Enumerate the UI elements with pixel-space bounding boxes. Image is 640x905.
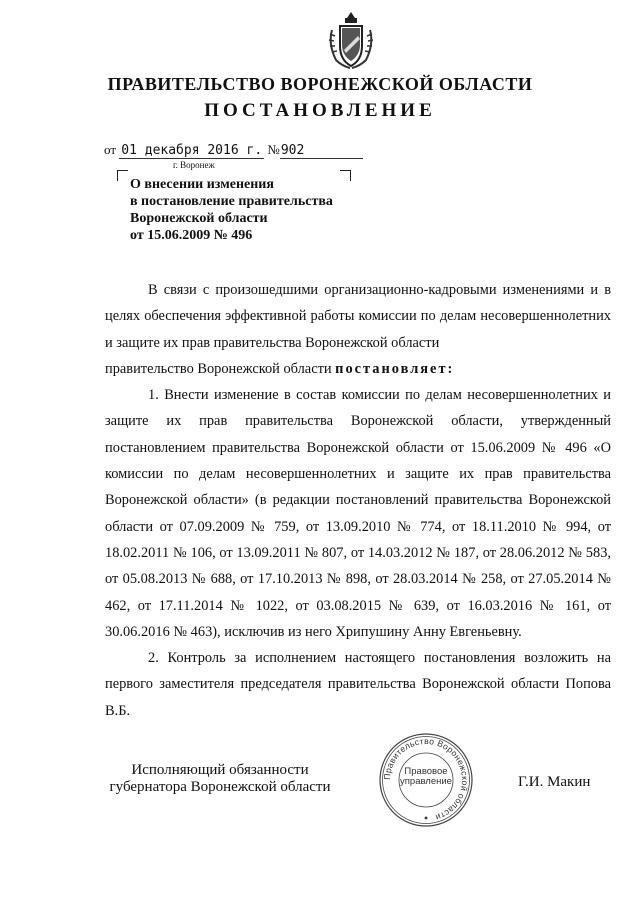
document-type: ПОСТАНОВЛЕНИЕ [204, 100, 436, 121]
resolution-line [105, 356, 611, 382]
date-line [104, 142, 363, 159]
clause-2: 2. Контроль за исполнением настоящего постановления возложить на первого заместителя председателя правительства Воронежской области Попова В.Б. [105, 650, 611, 719]
number-sign: № [267, 142, 280, 157]
city: г. Воронеж [173, 160, 215, 170]
coat-of-arms-emblem [326, 10, 376, 70]
preamble-paragraph: В связи с произошедшими организационно-кадровыми изменениями и в целях обеспечения эффективной работы комиссии по делам несовершеннолетних и защите их прав правительства Воронежской области [105, 282, 611, 351]
document-date: 01 декабря 2016 г. [121, 143, 263, 158]
subject-line: от 15.06.2009 № 496 [130, 228, 253, 243]
corner-mark-right [340, 170, 351, 181]
stamp-ring-text: Правительство Воронежской области [381, 735, 471, 823]
signatory-title [105, 762, 335, 796]
subject-line: Воронежской области [130, 211, 268, 226]
subject-line: в постановление правительства [130, 194, 333, 209]
resolution-verb: постановляет: [335, 360, 455, 377]
resolution-subject: правительство Воронежской области [105, 360, 336, 377]
corner-mark-left [117, 170, 128, 181]
signatory-title-line: Исполняющий обязанности [131, 762, 309, 778]
stamp-center-text [378, 767, 474, 787]
organization-name: ПРАВИТЕЛЬСТВО ВОРОНЕЖСКОЙ ОБЛАСТИ [107, 74, 533, 94]
clause-1: 1. Внести изменение в состав комиссии по делам несовершеннолетних и защите их прав правительства Воронежской области, утвержденный постановлением правительства Воронежской области от 15.06.2009 № 496 «О комиссии по делам несовершеннолетних и защите их прав правительства Воронежской области» (в редакции постановлений правительства Воронежской области от 07.09.2009 № 759, от 13.09.2010 № 774, от 18.11.2010 № 994, от 18.02.2011 № 106, от 13.09.2011 № 807, от 14.03.2012 № 187, от 28.06.2012 № 583, от 05.08.2013 № 688, от 17.10.2013 № 898, от 28.03.2014 № 258, от 27.05.2014 № 462, от 17.11.2014 № 1022, от 03.08.2015 № 639, от 16.03.2016 № 161, от 30.06.2016 № 463), исключив из него Хрипушину Анну Евгеньевну. [105, 387, 611, 640]
document-number: 902 [280, 143, 363, 159]
date-prefix: от [104, 142, 117, 157]
stamp-center-line: Правовое [404, 766, 448, 777]
stamp-center-line: управление [400, 776, 452, 787]
signatory-name: Г.И. Макин [518, 774, 591, 790]
signatory-title-line: губернатора Воронежской области [109, 779, 331, 795]
subject-line: О внесении изменения [130, 177, 274, 192]
document-body [105, 277, 611, 724]
document-subject [130, 176, 333, 244]
